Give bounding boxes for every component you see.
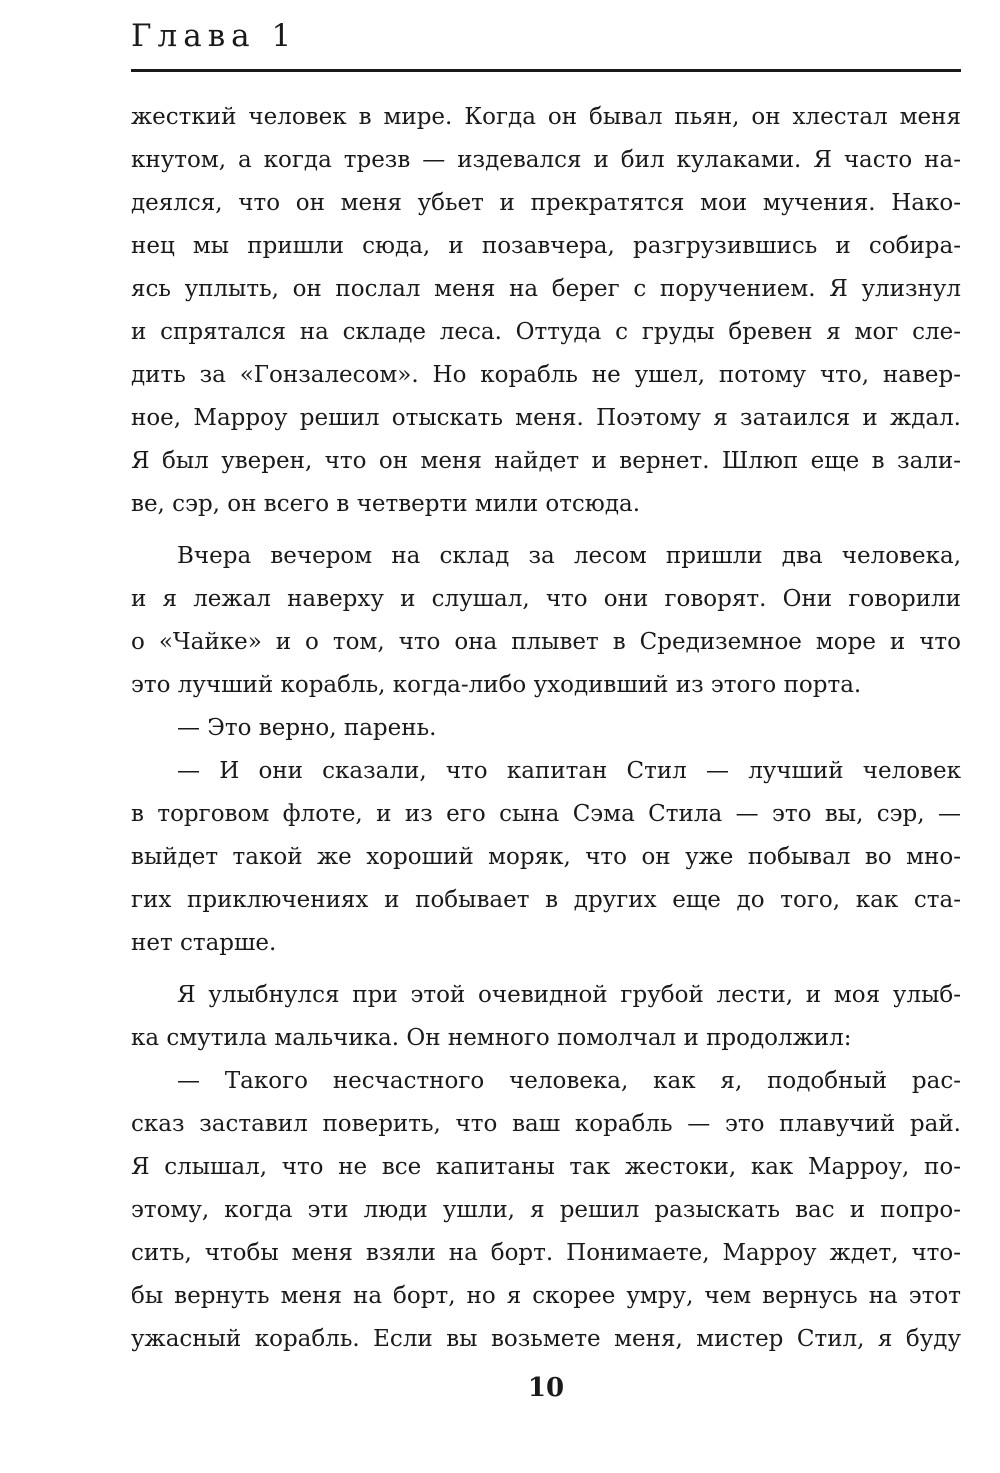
text-line: Я слышал, что не все капитаны так жестоки, как Марроу, по- (131, 1154, 961, 1180)
text-line: и спрятался на складе леса. Оттуда с груды бревен я мог сле- (131, 319, 961, 345)
text-line: это лучший корабль, когда-либо уходивший из этого порта. (131, 672, 862, 698)
page-number: 10 (527, 1373, 565, 1403)
text-line: нет старше. (131, 930, 277, 956)
text-line: этому, когда эти люди ушли, я решил разыскать вас и попро- (131, 1197, 961, 1223)
text-line: — Такого несчастного человека, как я, подобный рас- (177, 1068, 961, 1094)
text-line: бы вернуть меня на борт, но я скорее умру, чем вернусь на этот (131, 1283, 961, 1309)
text-line: в торговом флоте, и из его сына Сэма Стила — это вы, сэр, — (131, 801, 961, 827)
text-line: нец мы пришли сюда, и позавчера, разгрузившись и собира- (131, 233, 961, 259)
header-rule (131, 69, 961, 72)
text-line: кнутом, а когда трезв — издевался и бил кулаками. Я часто на- (131, 147, 961, 173)
text-line: о «Чайке» и о том, что она плывет в Средиземное море и что (131, 629, 961, 655)
text-line: дить за «Гонзалесом». Но корабль не ушел, потому что, навер- (131, 362, 961, 388)
chapter-header: Глава 1 (131, 18, 298, 54)
text-line: — Это верно, парень. (177, 715, 437, 741)
text-line: гих приключениях и побывает в других еще до того, как ста- (131, 887, 961, 913)
text-line: деялся, что он меня убьет и прекратятся мои мучения. Нако- (131, 190, 961, 216)
text-line: сказ заставил поверить, что ваш корабль — это плавучий рай. (131, 1111, 961, 1137)
text-line: сить, чтобы меня взяли на борт. Понимаете, Марроу ждет, что- (131, 1240, 961, 1266)
text-line: ужасный корабль. Если вы возьмете меня, мистер Стил, я буду (131, 1326, 961, 1352)
text-line: Я был уверен, что он меня найдет и вернет. Шлюп еще в зали- (131, 448, 961, 474)
text-line: жесткий человек в мире. Когда он бывал пьян, он хлестал меня (131, 104, 961, 130)
text-line: выйдет такой же хороший моряк, что он уже побывал во мно- (131, 844, 961, 870)
body-text (131, 96, 961, 1361)
text-line: Вчера вечером на склад за лесом пришли два человека, (177, 543, 961, 569)
text-line: ка смутила мальчика. Он немного помолчал и продолжил: (131, 1025, 852, 1051)
text-line: — И они сказали, что капитан Стил — лучший человек (177, 758, 961, 784)
text-line: и я лежал наверху и слушал, что они говорят. Они говорили (131, 586, 961, 612)
text-line: ясь уплыть, он послал меня на берег с поручением. Я улизнул (131, 276, 961, 302)
text-line: ве, сэр, он всего в четверти мили отсюда. (131, 491, 641, 517)
text-line: ное, Марроу решил отыскать меня. Поэтому я затаился и ждал. (131, 405, 961, 431)
text-line: Я улыбнулся при этой очевидной грубой лести, и моя улыб- (177, 982, 961, 1008)
